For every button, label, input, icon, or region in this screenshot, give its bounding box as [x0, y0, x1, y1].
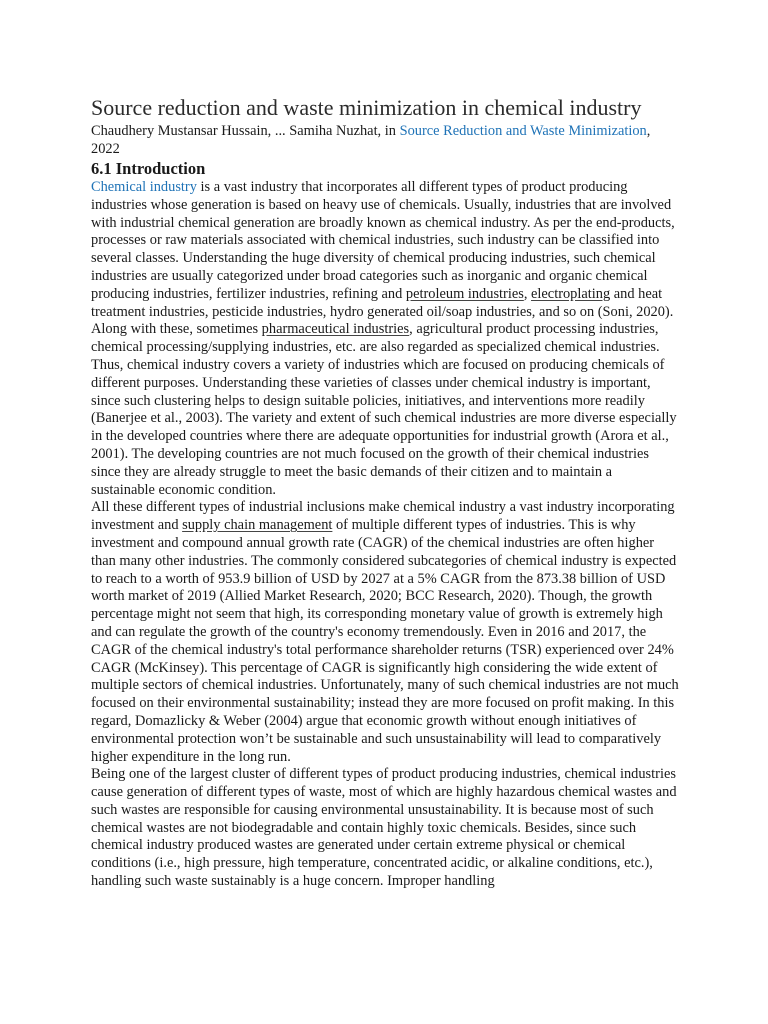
petroleum-industries-link[interactable]: petroleum industries — [405, 285, 524, 302]
article-title: Source reduction and waste minimization in chemical industry — [91, 95, 642, 120]
section-heading: 6.1 Introduction — [91, 159, 206, 178]
byline-year: 2022 — [91, 141, 120, 157]
electroplating-link[interactable]: electroplating — [531, 285, 611, 302]
byline-separator: , — [646, 123, 651, 139]
supply-chain-management-link[interactable]: supply chain management — [182, 517, 333, 534]
paragraph-1-text-b: , — [523, 285, 532, 302]
paragraph-3 — [91, 766, 679, 891]
paragraph-3-text: Being one of the largest cluster of different types of product producing industries, chemical industries cause generation of different types of waste, most of which are highly hazardous chemical wastes and such wastes are responsible for causing environmental unsustainability. It is because most of such chemical wastes are not biodegradable and contain highly toxic chemicals. Besides, since such chemical industry produced wastes are generated under certain extreme physical or chemical conditions (i.e., high pressure, high temperature, concentrated acidic, or alkaline conditions, etc.), handling such waste sustainably is a huge concern. Improper handling — [91, 766, 677, 890]
source-book-link[interactable]: Source Reduction and Waste Minimization — [399, 123, 647, 139]
article-byline — [91, 122, 679, 158]
pharmaceutical-industries-link[interactable]: pharmaceutical industries — [261, 321, 410, 338]
paragraph-1-text-a: is a vast industry that incorporates all different types of product producing industries whose generation is based on heavy use of chemicals. Usually, industries that are involved with industrial chemical generation are broadly known as chemical industry. As per the end-products, processes or raw materials associated with chemical industries, such industry can be classified into several classes. Understanding the huge diversity of chemical producing industries, such chemical industries are usually categorized under broad categories such as inorganic and organic chemical producing industries, fertilizer industries, refining and — [91, 179, 675, 302]
paragraph-2-text-b: of multiple different types of industries. This is why investment and compound annual growth rate (CAGR) of the chemical industries are often higher than many other industries. The commonly considered subcategories of chemical industry is expected to reach to a worth of 953.9 billion of USD by 2027 at a 5% CAGR from the 873.38 billion of USD worth market of 2019 (Allied Market Research, 2020; BCC Research, 2020). Though, the growth percentage might not seem that high, its corresponding monetary value of growth is extremely high and can regulate the growth of the country's economy tremendously. Even in 2016 and 2017, the CAGR of the chemical industry's total performance shareholder returns (TSR) experienced over 24% CAGR (McKinsey). This percentage of CAGR is significantly high considering the wide extent of multiple sectors of chemical industries. Unfortunately, many of such chemical industries are not much focused on their environmental sustainability; instead they are more focused on profit making. In this regard, Domazlicky & Weber (2004) argue that economic growth without enough initiatives of environmental protection won’t be sustainable and such unsustainability will lead to comparatively higher expenditure in the long run. — [91, 517, 679, 765]
chemical-industry-link[interactable]: Chemical industry — [91, 179, 197, 195]
byline-authors: Chaudhery Mustansar Hussain, ... Samiha Nuzhat, in — [91, 123, 400, 139]
paragraph-2 — [91, 499, 679, 766]
document-page — [91, 94, 679, 930]
paragraph-1 — [91, 179, 679, 499]
paragraph-1-text-d: , agricultural product processing industries, chemical processing/supplying industries, etc. are also regarded as specialized chemical industries. Thus, chemical industry covers a variety of industries which are focused on producing chemicals of different purposes. Understanding these varieties of classes under chemical industry is important, since such clustering helps to design suitable policies, initiatives, and interventions more readily (Banerjee et al., 2003). The variety and extent of such chemical industries are more diverse especially in the developed countries where there are adequate opportunities for industrial growth (Arora et al., 2001). The developing countries are not much focused on the growth of their chemical industries since they are already struggle to meet the basic demands of their citizen and to maintain a sustainable economic condition. — [91, 321, 677, 498]
paragraph-2-text-a: All these different types of industrial inclusions make chemical industry a vast industry incorporating investment and — [91, 499, 675, 534]
paragraph-1-text-c: and heat treatment industries, pesticide industries, hydro generated oil/soap industries, and so on (Soni, 2020). Along with these, sometimes — [91, 285, 674, 338]
